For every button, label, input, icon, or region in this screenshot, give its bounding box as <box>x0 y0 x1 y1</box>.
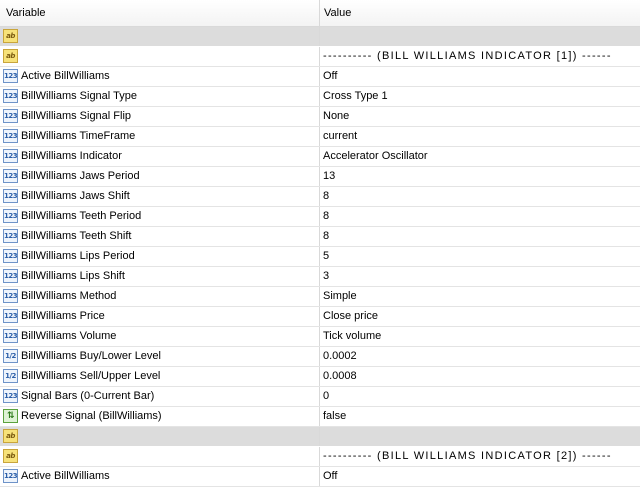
value-cell[interactable]: 3 <box>323 270 330 282</box>
value-cell[interactable]: 0 <box>323 390 330 402</box>
number-123-icon: 123 <box>3 289 18 303</box>
parameter-row[interactable] <box>0 367 640 387</box>
variable-cell[interactable] <box>0 167 320 186</box>
variable-name: BillWilliams Lips Period <box>21 250 135 262</box>
parameter-row[interactable] <box>0 107 640 127</box>
variable-cell[interactable] <box>0 47 320 66</box>
parameter-row[interactable] <box>0 127 640 147</box>
variable-cell[interactable] <box>0 327 320 346</box>
value-cell[interactable]: 8 <box>323 230 330 242</box>
variable-cell[interactable] <box>0 107 320 126</box>
variable-name: BillWilliams Volume <box>21 330 117 342</box>
value-cell[interactable]: Simple <box>323 290 357 302</box>
variable-name: BillWilliams Jaws Shift <box>21 190 130 202</box>
variable-cell[interactable] <box>0 227 320 246</box>
parameters-table <box>0 27 640 487</box>
ab-string-icon: ab <box>3 49 18 63</box>
value-cell[interactable]: 0.0008 <box>323 370 357 382</box>
parameter-row[interactable] <box>0 167 640 187</box>
value-cell[interactable]: Close price <box>323 310 379 322</box>
variable-name: BillWilliams Signal Flip <box>21 110 132 122</box>
variable-cell[interactable] <box>0 247 320 266</box>
parameter-row[interactable] <box>0 247 640 267</box>
number-123-icon: 123 <box>3 209 18 223</box>
variable-name: BillWilliams Sell/Upper Level <box>21 370 161 382</box>
number-123-icon: 123 <box>3 249 18 263</box>
value-cell[interactable] <box>320 427 640 446</box>
parameter-row[interactable] <box>0 347 640 367</box>
variable-name: Reverse Signal (BillWilliams) <box>21 410 162 422</box>
parameter-row[interactable] <box>0 147 640 167</box>
variable-name: BillWilliams Jaws Period <box>21 170 140 182</box>
parameter-row[interactable] <box>0 287 640 307</box>
ab-string-icon: ab <box>3 29 18 43</box>
variable-name: BillWilliams Indicator <box>21 150 122 162</box>
variable-cell[interactable] <box>0 27 320 46</box>
number-123-icon: 123 <box>3 109 18 123</box>
blank-row[interactable] <box>0 427 640 447</box>
variable-name: BillWilliams Teeth Period <box>21 210 142 222</box>
separator-row[interactable] <box>0 447 640 467</box>
value-cell[interactable]: 0.0002 <box>323 350 357 362</box>
boolean-arrows-icon: ⇅ <box>3 409 18 423</box>
parameter-row[interactable] <box>0 467 640 487</box>
variable-cell[interactable] <box>0 387 320 406</box>
variable-cell[interactable] <box>0 267 320 286</box>
variable-cell[interactable] <box>0 207 320 226</box>
variable-cell[interactable] <box>0 147 320 166</box>
variable-name: Active BillWilliams <box>21 470 110 482</box>
variable-column-header[interactable]: Variable <box>0 0 320 26</box>
parameter-row[interactable] <box>0 327 640 347</box>
value-cell[interactable]: Off <box>323 70 338 82</box>
number-123-icon: 123 <box>3 189 18 203</box>
parameter-row[interactable] <box>0 207 640 227</box>
parameter-row[interactable] <box>0 187 640 207</box>
number-123-icon: 123 <box>3 169 18 183</box>
number-123-icon: 123 <box>3 89 18 103</box>
value-cell[interactable]: 8 <box>323 210 330 222</box>
variable-name: Active BillWilliams <box>21 70 110 82</box>
parameter-row[interactable] <box>0 227 640 247</box>
value-cell[interactable]: Cross Type 1 <box>323 90 388 102</box>
number-123-icon: 123 <box>3 69 18 83</box>
variable-cell[interactable] <box>0 467 320 486</box>
value-cell[interactable]: current <box>323 130 358 142</box>
separator-row[interactable] <box>0 47 640 67</box>
value-cell[interactable]: Accelerator Oscillator <box>323 150 428 162</box>
number-123-icon: 123 <box>3 129 18 143</box>
variable-cell[interactable] <box>0 287 320 306</box>
number-123-icon: 123 <box>3 229 18 243</box>
value-cell[interactable] <box>320 27 640 46</box>
variable-name: BillWilliams Method <box>21 290 117 302</box>
variable-cell[interactable] <box>0 127 320 146</box>
variable-cell[interactable] <box>0 307 320 326</box>
blank-row[interactable] <box>0 27 640 47</box>
parameter-row[interactable] <box>0 87 640 107</box>
value-cell[interactable]: false <box>323 410 347 422</box>
value-cell[interactable]: Off <box>323 470 338 482</box>
variable-name: BillWilliams Buy/Lower Level <box>21 350 161 362</box>
variable-name: BillWilliams Lips Shift <box>21 270 125 282</box>
value-cell[interactable]: Tick volume <box>323 330 382 342</box>
variable-name: BillWilliams Price <box>21 310 105 322</box>
value-cell[interactable]: 13 <box>323 170 336 182</box>
value-cell[interactable]: 8 <box>323 190 330 202</box>
variable-name: BillWilliams Teeth Shift <box>21 230 132 242</box>
variable-name: Signal Bars (0-Current Bar) <box>21 390 155 402</box>
variable-cell[interactable] <box>0 407 320 426</box>
separator-label[interactable]: ---------- (BILL WILLIAMS INDICATOR [1]) ------ <box>323 50 612 62</box>
variable-cell[interactable] <box>0 67 320 86</box>
variable-name: BillWilliams Signal Type <box>21 90 137 102</box>
variable-name: BillWilliams TimeFrame <box>21 130 136 142</box>
variable-cell[interactable] <box>0 347 320 366</box>
ab-string-icon: ab <box>3 429 18 443</box>
variable-cell[interactable] <box>0 87 320 106</box>
parameter-row[interactable] <box>0 267 640 287</box>
number-123-icon: 123 <box>3 269 18 283</box>
parameter-row[interactable] <box>0 67 640 87</box>
ab-string-icon: ab <box>3 449 18 463</box>
value-cell[interactable]: None <box>323 110 350 122</box>
number-123-icon: 123 <box>3 309 18 323</box>
value-cell[interactable]: 5 <box>323 250 330 262</box>
fraction-half-icon: 1/2 <box>3 349 18 363</box>
number-123-icon: 123 <box>3 329 18 343</box>
number-123-icon: 123 <box>3 469 18 483</box>
variable-cell[interactable] <box>0 447 320 466</box>
fraction-half-icon: 1/2 <box>3 369 18 383</box>
value-column-header[interactable]: Value <box>324 7 352 19</box>
number-123-icon: 123 <box>3 149 18 163</box>
variable-cell[interactable] <box>0 427 320 446</box>
table-header <box>0 0 640 27</box>
parameter-row[interactable] <box>0 387 640 407</box>
variable-cell[interactable] <box>0 187 320 206</box>
parameter-row[interactable] <box>0 307 640 327</box>
separator-label[interactable]: ---------- (BILL WILLIAMS INDICATOR [2]) ------ <box>323 450 612 462</box>
parameter-row[interactable] <box>0 407 640 427</box>
number-123-icon: 123 <box>3 389 18 403</box>
variable-cell[interactable] <box>0 367 320 386</box>
